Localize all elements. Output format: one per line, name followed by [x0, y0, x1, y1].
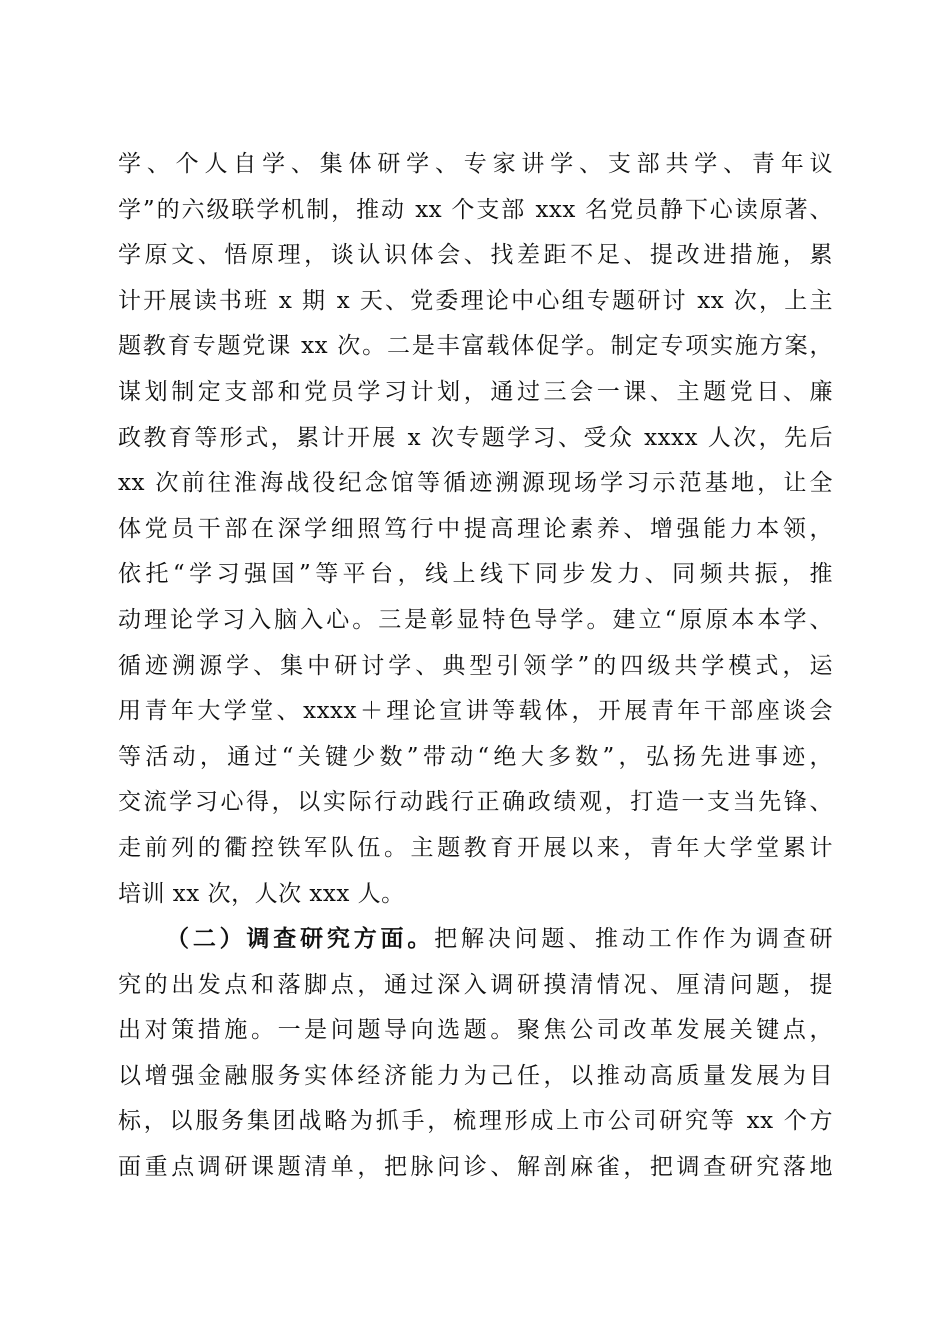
text-line: 动理论学习入脑入心。三是彰显特色导学。建立“原原本本学、	[118, 606, 833, 633]
text-line: 标，以服务集团战略为抓手，梳理形成上市公司研究等 xx 个方	[118, 1108, 833, 1135]
text-line: 政教育等形式，累计开展 x 次专题学习、受众 xxxx 人次，先后	[118, 424, 833, 451]
text-line: 交流学习心得，以实际行动践行正确政绩观，打造一支当先锋、	[118, 789, 833, 816]
text-line: 体党员干部在深学细照笃行中提高理论素养、增强能力本领，	[118, 515, 833, 542]
text-line: 依托“学习强国”等平台，线上线下同步发力、同频共振，推	[118, 561, 833, 588]
text-line: 用青年大学堂、xxxx＋理论宣讲等载体，开展青年干部座谈会	[118, 698, 833, 725]
text-line: 学、个人自学、集体研学、专家讲学、支部共学、青年议	[118, 151, 833, 177]
text-line-rest: 把解决问题、推动工作作为调查研	[434, 926, 833, 953]
text-line: 谋划制定支部和党员学习计划，通过三会一课、主题党日、廉	[118, 378, 833, 405]
text-line: 题教育专题党课 xx 次。二是丰富载体促学。制定专项实施方案，	[118, 333, 833, 360]
text-line: 究的出发点和落脚点，通过深入调研摸清情况、厘清问题，提	[118, 971, 833, 998]
text-line: 循迹溯源学、集中研讨学、典型引领学”的四级共学模式，运	[118, 652, 833, 679]
text-line: 出对策措施。一是问题导向选题。聚焦公司改革发展关键点，	[118, 1017, 833, 1044]
text-line: xx 次前往淮海战役纪念馆等循迹溯源现场学习示范基地，让全	[118, 470, 833, 497]
section-heading: （二）调查研究方面。	[166, 926, 435, 953]
text-line: 计开展读书班 x 期 x 天、党委理论中心组专题研讨 xx 次，上主	[118, 287, 833, 314]
text-line: 等活动，通过“关键少数”带动“绝大多数”，弘扬先进事迹，	[118, 743, 833, 770]
text-line: 培训 xx 次，人次 xxx 人。	[118, 880, 405, 907]
text-line: 面重点调研课题清单，把脉问诊、解剖麻雀，把调查研究落地	[118, 1154, 833, 1181]
section-heading-line	[118, 917, 833, 963]
document-body	[118, 142, 833, 1191]
text-line: 学原文、悟原理，谈认识体会、找差距不足、提改进措施，累	[118, 242, 833, 269]
text-line: 走前列的衢控铁军队伍。主题教育开展以来，青年大学堂累计	[118, 834, 833, 861]
text-line: 以增强金融服务实体经济能力为己任，以推动高质量发展为目	[118, 1062, 833, 1089]
text-line: 学”的六级联学机制，推动 xx 个支部 xxx 名党员静下心读原著、	[118, 196, 833, 223]
